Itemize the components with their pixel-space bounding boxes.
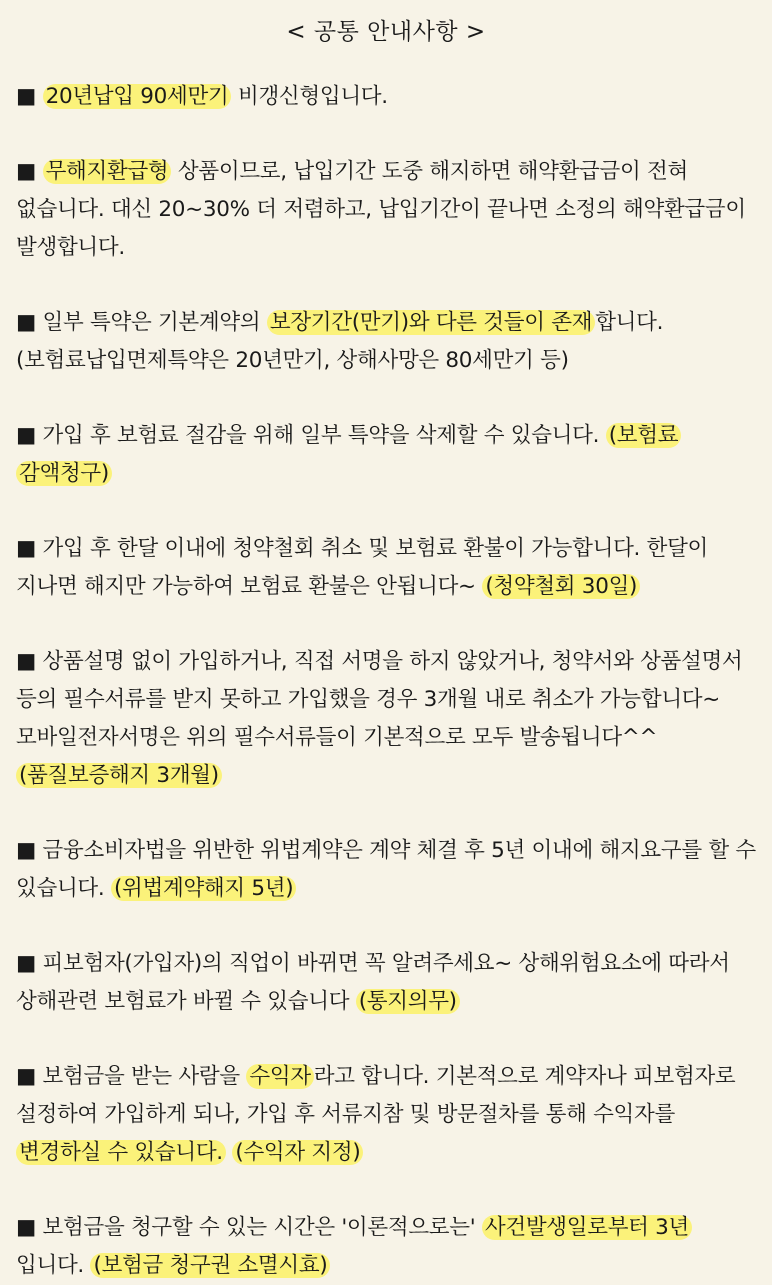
- notice-text: 합니다. (보험료납입면제특약은 20년만기, 상해사망은 80세만기 등): [16, 310, 664, 373]
- notice-item: [16, 417, 756, 493]
- highlighted-text: 변경하실 수 있습니다.: [16, 1140, 226, 1165]
- notice-text: ■ 일부 특약은 기본계약의: [16, 310, 267, 335]
- notice-text: ■ 가입 후 보험료 절감을 위해 일부 특약을 삭제할 수 있습니다.: [16, 423, 606, 448]
- notice-item: [16, 530, 756, 606]
- highlighted-text: 무해지환급형: [43, 159, 172, 184]
- notice-item: [16, 832, 756, 908]
- highlighted-text: (청약철회 30일): [482, 574, 640, 599]
- notice-text: 입니다.: [16, 1253, 91, 1278]
- notice-item: [16, 643, 756, 795]
- notice-text: ■ 상품설명 없이 가입하거나, 직접 서명을 하지 않았거나, 청약서와 상품설명서 등의 필수서류를 받지 못하고 가입했을 경우 3개월 내로 취소가 가능합니다~ 모바일전자서명은 위의 필수서류들이 기본적으로 모두 발송됩니다^^: [16, 649, 743, 750]
- notice-text: 비갱신형입니다.: [231, 84, 388, 109]
- notice-text: 라고 합니다. 기본적으로 계약자나 피보험자로 설정하여 가입하게 되나, 가입 후 서류지참 및 방문절차를 통해 수익자를: [16, 1064, 736, 1127]
- notice-item: [16, 78, 756, 116]
- notice-list: [16, 78, 756, 1285]
- highlighted-text: 사건발생일로부터 3년: [482, 1215, 692, 1240]
- notice-text: ■ 가입 후 한달 이내에 청약철회 취소 및 보험료 환불이 가능합니다. 한달이 지나면 해지만 가능하여 보험료 환불은 안됩니다~: [16, 536, 709, 599]
- notice-item: [16, 945, 756, 1021]
- notice-item: [16, 1209, 756, 1285]
- notice-text: ■ 보험금을 청구할 수 있는 시간은 '이론적으로는': [16, 1215, 482, 1240]
- highlighted-text: (수익자 지정): [232, 1140, 363, 1165]
- notice-text: 상품이므로, 납입기간 도중 해지하면 해약환급금이 전혀 없습니다. 대신 20~30% 더 저렴하고, 납입기간이 끝나면 소정의 해약환급금이 발생합니다.: [16, 159, 746, 260]
- notice-item: [16, 153, 756, 267]
- notice-text: ■: [16, 84, 43, 109]
- notice-text: ■ 금융소비자법을 위반한 위법계약은 계약 체결 후 5년 이내에 해지요구를 할 수 있습니다.: [16, 838, 756, 901]
- notice-item: [16, 1058, 756, 1172]
- highlighted-text: (보험료 감액청구): [16, 423, 681, 486]
- highlighted-text: 20년납입 90세만기: [43, 84, 232, 109]
- highlighted-text: (보험금 청구권 소멸시효): [90, 1253, 330, 1278]
- page-title: < 공통 안내사항 >: [286, 19, 486, 45]
- highlighted-text: (위법계약해지 5년): [111, 876, 296, 901]
- notice-item: [16, 304, 756, 380]
- highlighted-text: 보장기간(만기)와 다른 것들이 존재: [267, 310, 595, 335]
- highlighted-text: (통지의무): [356, 989, 460, 1014]
- notice-text: ■: [16, 159, 43, 184]
- notice-text: ■ 피보험자(가입자)의 직업이 바뀌면 꼭 알려주세요~ 상해위험요소에 따라서 상해관련 보험료가 바뀔 수 있습니다: [16, 951, 730, 1014]
- notice-text: ■ 보험금을 받는 사람을: [16, 1064, 247, 1089]
- highlighted-text: 수익자: [246, 1064, 313, 1089]
- highlighted-text: (품질보증해지 3개월): [16, 763, 222, 788]
